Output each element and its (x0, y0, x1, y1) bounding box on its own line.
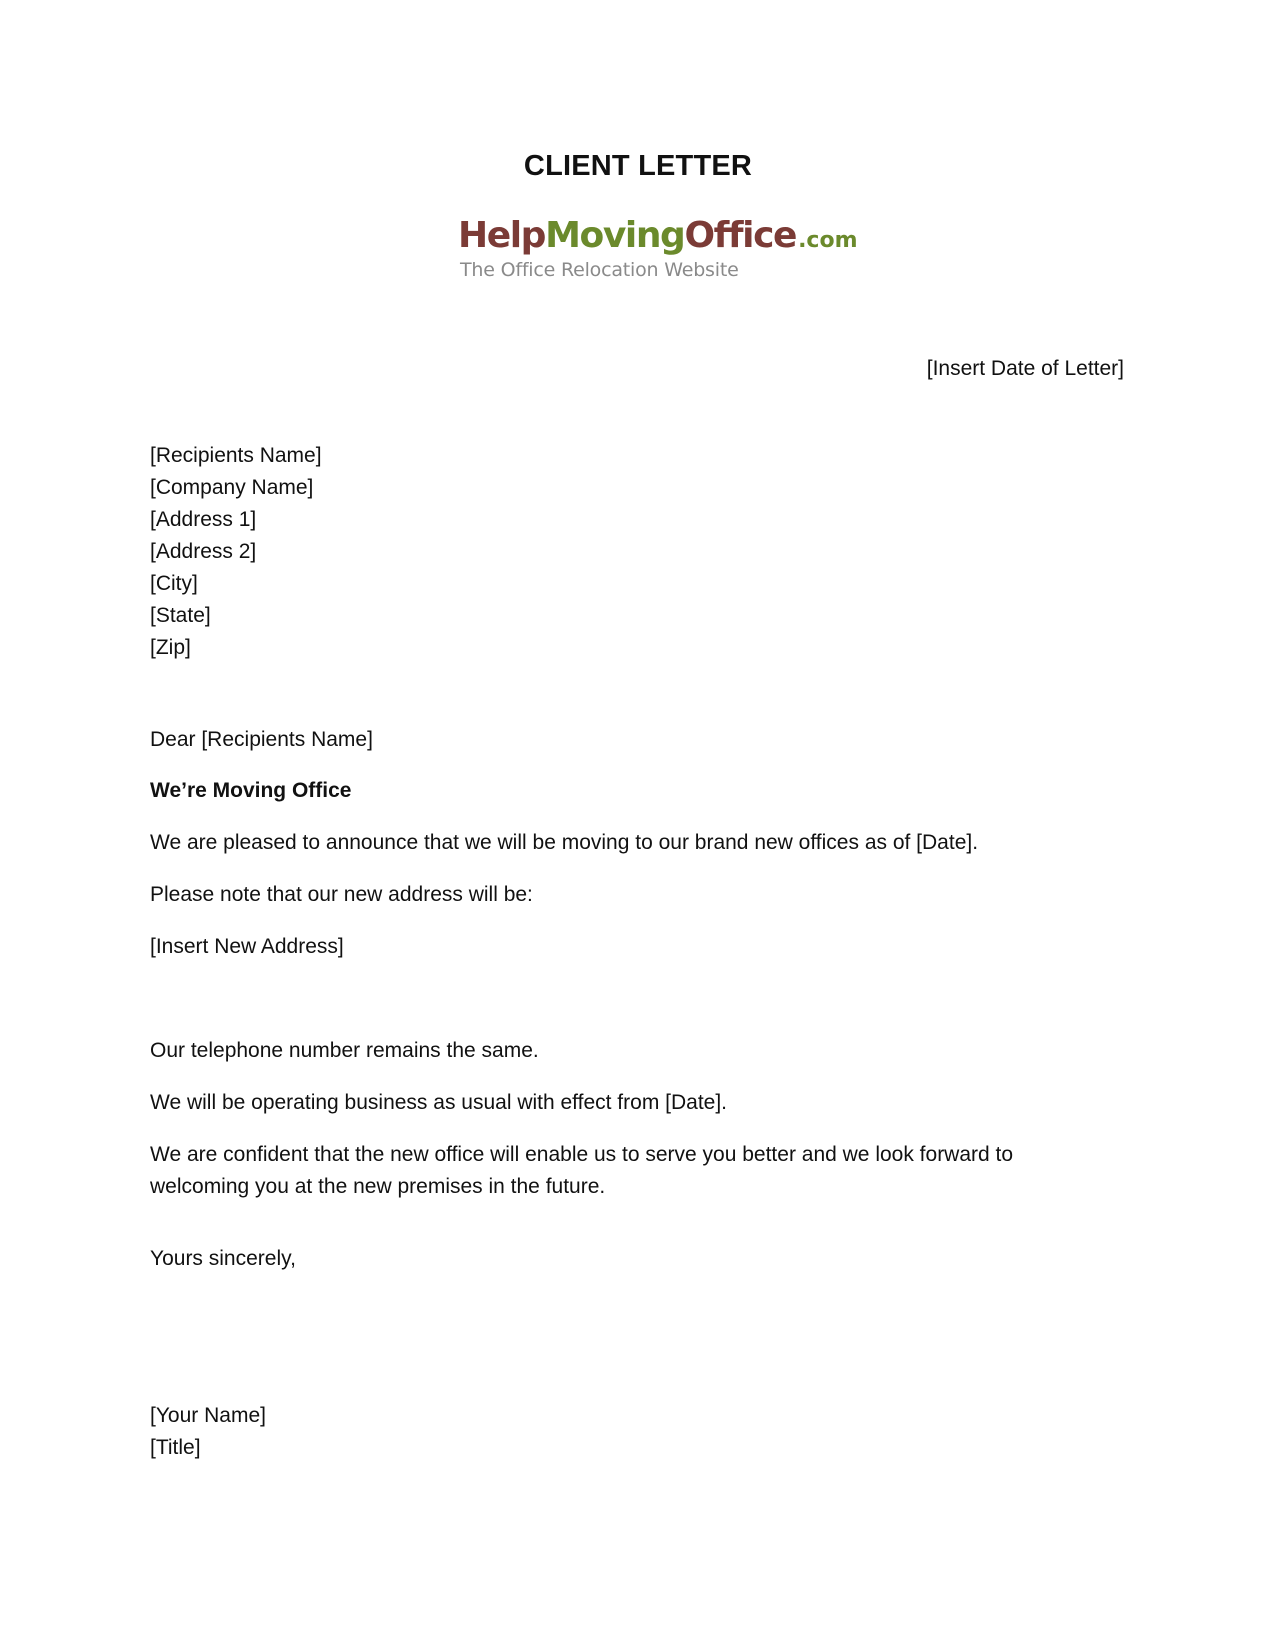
recipient-state: [State] (150, 604, 211, 627)
letter-subject: We’re Moving Office (150, 779, 352, 802)
paragraph-note: Please note that our new address will be: (150, 883, 533, 906)
salutation: Dear [Recipients Name] (150, 728, 373, 751)
logo-moving: Moving (545, 215, 685, 256)
paragraph-operating: We will be operating business as usual with effect from [Date]. (150, 1091, 728, 1114)
signature-block (150, 1400, 266, 1464)
closing: Yours sincerely, (150, 1247, 296, 1270)
paragraph-announce: We are pleased to announce that we will be moving to our brand new offices as of [Date]. (150, 831, 979, 854)
signature-name: [Your Name] (150, 1404, 266, 1427)
document-title: CLIENT LETTER (523, 150, 753, 182)
letter-date: [Insert Date of Letter] (926, 357, 1124, 380)
recipient-address (150, 440, 322, 664)
logo-wordmark (458, 214, 858, 263)
logo-tagline: The Office Relocation Website (460, 259, 739, 281)
signature-title: [Title] (150, 1436, 201, 1459)
paragraph-telephone: Our telephone number remains the same. (150, 1039, 539, 1062)
paragraph-confident: We are confident that the new office will enable us to serve you better and we look forward to welcoming you at the new premises in the future. (150, 1143, 1014, 1198)
recipient-city: [City] (150, 572, 198, 595)
new-address: [Insert New Address] (150, 935, 344, 958)
company-logo (458, 214, 858, 294)
recipient-address-1: [Address 1] (150, 508, 257, 531)
recipient-company: [Company Name] (150, 476, 314, 499)
logo-office: Office (684, 215, 797, 256)
recipient-address-2: [Address 2] (150, 540, 257, 563)
recipient-zip: [Zip] (150, 636, 191, 659)
logo-help: Help (458, 215, 546, 256)
logo-com: .com (798, 228, 858, 253)
recipient-name: [Recipients Name] (150, 444, 322, 467)
